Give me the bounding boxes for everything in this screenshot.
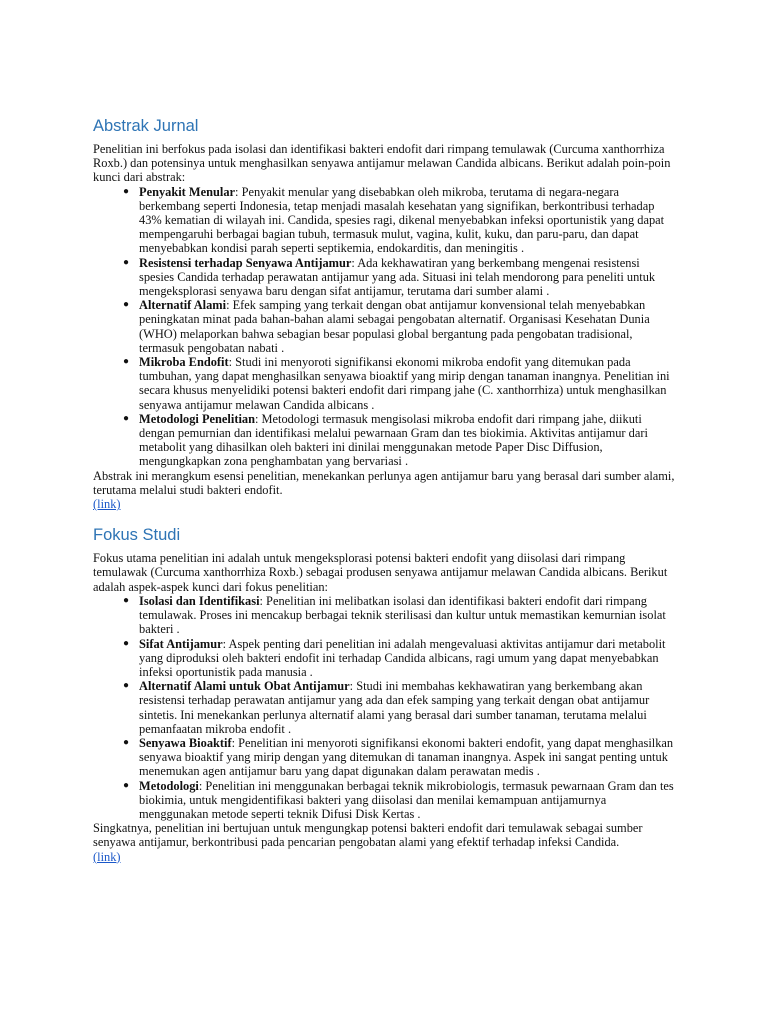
point-term: Resistensi terhadap Senyawa Antijamur <box>139 255 352 270</box>
point-text: : Aspek penting dari penelitian ini adalah mengevaluasi aktivitas antijamur dari metabolit yang diproduksi oleh bakteri endofit ini terhadap Candida albicans, ragi umum yang dapat menyebabkan infeksi oportunistik pada manusia . <box>139 636 666 679</box>
point-term: Metodologi <box>139 778 199 793</box>
point-text: : Penyakit menular yang disebabkan oleh mikroba, terutama di negara-negara berkembang seperti Indonesia, tetap menjadi masalah kesehatan yang signifikan, berkontribusi terhadap 43% kematian di wilayah ini. Candida, spesies ragi, dikenal menyebabkan infeksi oportunistik yang dapat mempengaruhi berbagai bagian tubuh, termasuk mulut, vagina, kulit, kuku, dan paru-paru, dan dapat menyebabkan kondisi parah seperti septikemia, endokarditis, dan meningitis . <box>139 184 665 256</box>
bullet-icon: ● <box>123 299 130 311</box>
point-text: : Penelitian ini menggunakan berbagai teknik mikrobiologis, termasuk pewarnaan Gram dan tes biokimia, untuk mengidentifikasi bakteri yang diisolasi dan menilai kemampuan antijamurnya menggunakan metode seperti teknik Difusi Disk Kertas . <box>139 778 674 821</box>
list-item <box>123 636 675 680</box>
list-item <box>123 355 675 412</box>
section-heading: Abstrak Jurnal <box>93 117 199 135</box>
bullet-icon: ● <box>123 637 130 649</box>
document-page <box>93 116 675 864</box>
bullet-icon: ● <box>123 594 130 606</box>
point-term: Metodologi Penelitian <box>139 411 255 426</box>
list-item <box>123 298 675 355</box>
list-item <box>123 778 675 822</box>
list-item <box>123 411 675 469</box>
point-term: Senyawa Bioaktif <box>139 735 232 750</box>
source-link[interactable]: (link) <box>93 497 121 512</box>
list-item <box>123 679 675 736</box>
section-summary: Singkatnya, penelitian ini bertujuan untuk mengungkap potensi bakteri endofit dari temulawak sebagai sumber senyawa antijamur, berkontribusi pada pencarian pengobatan alami yang efektif terhadap infeksi Candida. <box>93 821 643 850</box>
point-term: Mikroba Endofit <box>139 355 229 370</box>
bullet-icon: ● <box>123 680 130 692</box>
point-term: Penyakit Menular <box>139 184 236 199</box>
point-term: Alternatif Alami untuk Obat Antijamur <box>139 679 350 694</box>
point-term: Alternatif Alami <box>139 298 227 313</box>
bullet-icon: ● <box>123 185 130 197</box>
section-heading: Fokus Studi <box>93 526 181 545</box>
source-link[interactable]: (link) <box>93 849 121 864</box>
section-intro: Penelitian ini berfokus pada isolasi dan identifikasi bakteri endofit dari rimpang temulawak (Curcuma xanthorrhiza Roxb.) dan potensinya untuk menghasilkan senyawa antijamur melawan Candida albicans. Berikut adalah poin-poin kunci dari abstrak: <box>93 142 671 185</box>
point-term: Sifat Antijamur <box>139 636 223 651</box>
section-fokus-studi <box>93 525 675 863</box>
point-text: : Studi ini menyoroti signifikansi ekonomi mikroba endofit yang ditemukan pada tumbuhan, yang dapat menghasilkan senyawa bioaktif yang mirip dengan tanaman inangnya. Penelitian ini secara khusus menyelidiki potensi bakteri endofit dari rimpang jahe (C. xanthorrhiza) untuk menghasilkan senyawa antijamur melawan Candida albicans . <box>139 355 670 412</box>
section-summary: Abstrak ini merangkum esensi penelitian, menekankan perlunya agen antijamur baru yang berasal dari sumber alami, terutama melalui studi bakteri endofit. <box>93 468 675 497</box>
point-text: : Penelitian ini melibatkan isolasi dan identifikasi bakteri endofit dari rimpang temulawak. Proses ini mencakup berbagai teknik sterilisasi dan kultur untuk memastikan kemurnian isolat bakteri . <box>139 593 666 637</box>
bullet-icon: ● <box>123 736 130 748</box>
list-item <box>123 184 675 256</box>
key-points-list <box>93 594 675 821</box>
list-item <box>123 735 675 779</box>
bullet-icon: ● <box>123 412 130 424</box>
section-intro: Fokus utama penelitian ini adalah untuk mengeksplorasi potensi bakteri endofit yang diisolasi dari rimpang temulawak (Curcuma xanthorrhiza Roxb.) sebagai produsen senyawa antijamur melawan Candida albicans. Berikut adalah aspek-aspek kunci dari fokus penelitian: <box>93 551 668 594</box>
bullet-icon: ● <box>123 779 130 791</box>
point-term: Isolasi dan Identifikasi <box>139 593 260 608</box>
list-item <box>123 593 675 637</box>
section-abstrak-jurnal <box>93 116 675 511</box>
point-text: : Ada kekhawatiran yang berkembang mengenai resistensi spesies Candida terhadap perawatan antijamur yang ada. Situasi ini telah mendorong para peneliti untuk mengeksplorasi senyawa baru dengan sifat antijamur, terutama dari sumber alami . <box>139 255 656 299</box>
list-item <box>123 255 675 299</box>
bullet-icon: ● <box>123 256 130 268</box>
bullet-icon: ● <box>123 356 130 368</box>
point-text: : Metodologi termasuk mengisolasi mikroba endofit dari rimpang jahe, diikuti dengan pemurnian dan identifikasi melalui pewarnaan Gram dan tes biokimia. Aktivitas antijamur dari metabolit yang dihasilkan oleh bakteri ini dinilai menggunakan metode Paper Disc Diffusion, mengungkapkan zona penghambatan yang bervariasi . <box>139 411 648 469</box>
key-points-list <box>93 185 675 469</box>
point-text: : Efek samping yang terkait dengan obat antijamur konvensional telah menyebabkan peningkatan minat pada bahan-bahan alami sebagai pengobatan alternatif. Organisasi Kesehatan Dunia (WHO) melaporkan bahwa sebagian besar populasi global bergantung pada pengobatan tradisional, termasuk pengobatan nabati . <box>139 298 650 355</box>
point-text: : Penelitian ini menyoroti signifikansi ekonomi bakteri endofit, yang dapat menghasilkan senyawa bioaktif yang mirip dengan yang ditemukan di tanaman inangnya. Aspek ini sangat penting untuk menemukan agen antijamur baru yang dapat digunakan dalam perawatan medis . <box>139 735 674 779</box>
point-text: : Studi ini membahas kekhawatiran yang berkembang akan resistensi terhadap perawatan antijamur yang ada dan efek samping yang terkait dengan obat antijamur sintetis. Ini menekankan perlunya alternatif alami yang berasal dari sumber tanaman, terutama melalui pemanfaatan mikroba endofit . <box>139 679 650 736</box>
